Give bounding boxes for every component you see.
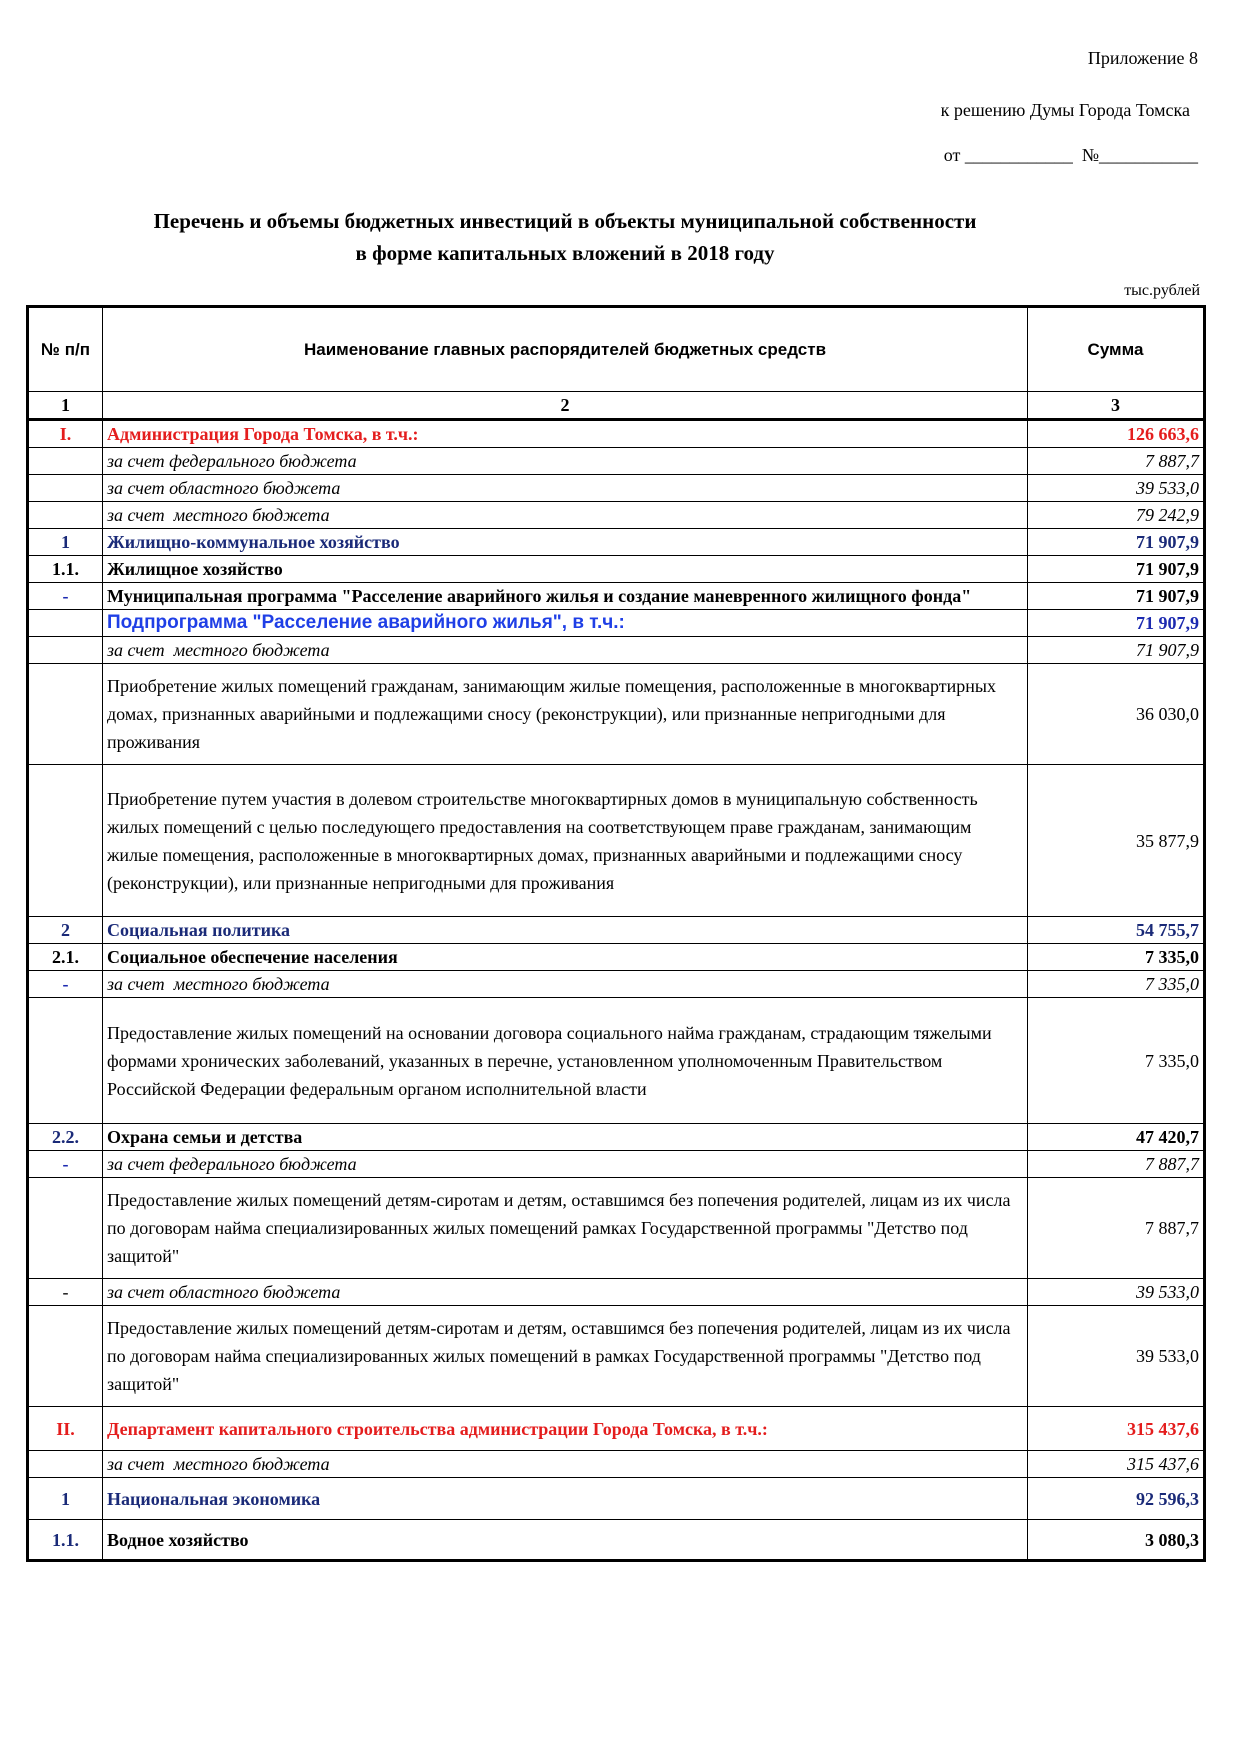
table-row bbox=[29, 583, 1204, 610]
table-row bbox=[29, 765, 1204, 917]
row-name: Социальная политика bbox=[103, 917, 1028, 944]
row-sum: 7 887,7 bbox=[1028, 1151, 1204, 1178]
row-sum: 7 887,7 bbox=[1028, 1178, 1204, 1279]
row-sum: 7 335,0 bbox=[1028, 971, 1204, 998]
row-num: - bbox=[29, 1151, 103, 1178]
table-row bbox=[29, 917, 1204, 944]
row-num: 2.1. bbox=[29, 944, 103, 971]
document-title-line-1: Перечень и объемы бюджетных инвестиций в объекты муниципальной собственности bbox=[153, 209, 977, 233]
investments-table bbox=[28, 307, 1204, 1560]
row-sum: 126 663,6 bbox=[1028, 420, 1204, 448]
decision-label: к решению Думы Города Томска bbox=[940, 100, 1190, 120]
table-row bbox=[29, 1279, 1204, 1306]
row-sum: 54 755,7 bbox=[1028, 917, 1204, 944]
document-title-line-2: в форме капитальных вложений в 2018 году bbox=[355, 241, 775, 265]
row-num bbox=[29, 664, 103, 765]
table-row bbox=[29, 971, 1204, 998]
row-sum: 39 533,0 bbox=[1028, 1306, 1204, 1407]
table-row bbox=[29, 637, 1204, 664]
table-row bbox=[29, 1451, 1204, 1478]
row-name: Жилищно-коммунальное хозяйство bbox=[103, 529, 1028, 556]
row-num: 1.1. bbox=[29, 1520, 103, 1560]
header-num: № п/п bbox=[29, 308, 103, 392]
row-name: за счет местного бюджета bbox=[103, 971, 1028, 998]
row-name: Предоставление жилых помещений детям-сиротам и детям, оставшимся без попечения родителей, лицам из их числа по договорам найма специализированных жилых помещений в рамках Государственной программы "Детство под защитой" bbox=[103, 1306, 1028, 1407]
row-num: II. bbox=[29, 1407, 103, 1451]
row-sum: 36 030,0 bbox=[1028, 664, 1204, 765]
row-num bbox=[29, 475, 103, 502]
row-num: - bbox=[29, 1279, 103, 1306]
row-sum: 79 242,9 bbox=[1028, 502, 1204, 529]
row-name: за счет областного бюджета bbox=[103, 1279, 1028, 1306]
row-sum: 7 887,7 bbox=[1028, 448, 1204, 475]
table-row bbox=[29, 944, 1204, 971]
row-name: Национальная экономика bbox=[103, 1478, 1028, 1520]
table-row bbox=[29, 998, 1204, 1124]
row-name: за счет федерального бюджета bbox=[103, 1151, 1028, 1178]
row-sum: 35 877,9 bbox=[1028, 765, 1204, 917]
row-num bbox=[29, 998, 103, 1124]
row-num bbox=[29, 637, 103, 664]
row-name: Жилищное хозяйство bbox=[103, 556, 1028, 583]
table-row bbox=[29, 475, 1204, 502]
row-num: I. bbox=[29, 420, 103, 448]
row-name: Приобретение путем участия в долевом строительстве многоквартирных домов в муниципальную собственность жилых помещений с целью последующего предоставления на соответствующем праве гражданам, занимающим жилые помещения, расположенные в многоквартирных домах, признанных аварийными и подлежащими сносу (реконструкции), или признанные непригодными для проживания bbox=[103, 765, 1028, 917]
table-row bbox=[29, 610, 1204, 637]
row-num bbox=[29, 502, 103, 529]
row-name: Приобретение жилых помещений гражданам, занимающим жилые помещения, расположенные в многоквартирных домах, признанных аварийными и подлежащими сносу (реконструкции), или признанные непригодными для проживания bbox=[103, 664, 1028, 765]
table-row bbox=[29, 502, 1204, 529]
row-num bbox=[29, 448, 103, 475]
row-num: 1 bbox=[29, 1478, 103, 1520]
table-row bbox=[29, 529, 1204, 556]
row-sum: 71 907,9 bbox=[1028, 556, 1204, 583]
row-sum: 7 335,0 bbox=[1028, 998, 1204, 1124]
row-num bbox=[29, 765, 103, 917]
row-name: за счет местного бюджета bbox=[103, 502, 1028, 529]
row-num bbox=[29, 1306, 103, 1407]
row-num bbox=[29, 1178, 103, 1279]
row-num: 2 bbox=[29, 917, 103, 944]
table-row bbox=[29, 420, 1204, 448]
table-row bbox=[29, 1124, 1204, 1151]
header-name: Наименование главных распорядителей бюджетных средств bbox=[103, 308, 1028, 392]
table-row bbox=[29, 1151, 1204, 1178]
row-sum: 7 335,0 bbox=[1028, 944, 1204, 971]
row-name: Администрация Города Томска, в т.ч.: bbox=[103, 420, 1028, 448]
row-sum: 315 437,6 bbox=[1028, 1407, 1204, 1451]
row-sum: 71 907,9 bbox=[1028, 529, 1204, 556]
row-num bbox=[29, 1451, 103, 1478]
row-name: за счет федерального бюджета bbox=[103, 448, 1028, 475]
row-name: Социальное обеспечение населения bbox=[103, 944, 1028, 971]
col-number-1: 1 bbox=[29, 392, 103, 420]
table-row bbox=[29, 1478, 1204, 1520]
row-num: - bbox=[29, 971, 103, 998]
table-row bbox=[29, 1407, 1204, 1451]
table-row bbox=[29, 1178, 1204, 1279]
table-row bbox=[29, 664, 1204, 765]
row-name: Предоставление жилых помещений на основании договора социального найма гражданам, страдающим тяжелыми формами хронических заболеваний, указанных в перечне, установленном уполномоченным Правительством Российской Федерации федеральным органом исполнительной власти bbox=[103, 998, 1028, 1124]
col-number-3: 3 bbox=[1028, 392, 1204, 420]
row-sum: 47 420,7 bbox=[1028, 1124, 1204, 1151]
row-name: Предоставление жилых помещений детям-сиротам и детям, оставшимся без попечения родителей, лицам из их числа по договорам найма специализированных жилых помещений рамках Государственной программы "Детство под защитой" bbox=[103, 1178, 1028, 1279]
row-sum: 315 437,6 bbox=[1028, 1451, 1204, 1478]
row-sum: 71 907,9 bbox=[1028, 583, 1204, 610]
appendix-label: Приложение 8 bbox=[1087, 48, 1198, 68]
row-num: 1.1. bbox=[29, 556, 103, 583]
row-num: 1 bbox=[29, 529, 103, 556]
table-row bbox=[29, 556, 1204, 583]
row-name: Охрана семьи и детства bbox=[103, 1124, 1028, 1151]
row-sum: 71 907,9 bbox=[1028, 637, 1204, 664]
row-num: - bbox=[29, 583, 103, 610]
row-sum: 71 907,9 bbox=[1028, 610, 1204, 637]
row-name: за счет местного бюджета bbox=[103, 637, 1028, 664]
row-name: Водное хозяйство bbox=[103, 1520, 1028, 1560]
units-label: тыс.рублей bbox=[1124, 282, 1200, 299]
row-num: 2.2. bbox=[29, 1124, 103, 1151]
col-number-2: 2 bbox=[103, 392, 1028, 420]
row-name: Подпрограмма "Расселение аварийного жилья", в т.ч.: bbox=[103, 610, 1028, 637]
table-row bbox=[29, 1306, 1204, 1407]
row-name: Департамент капитального строительства администрации Города Томска, в т.ч.: bbox=[103, 1407, 1028, 1451]
row-sum: 92 596,3 bbox=[1028, 1478, 1204, 1520]
row-num bbox=[29, 610, 103, 637]
row-name: Муниципальная программа "Расселение аварийного жилья и создание маневренного жилищного фонда" bbox=[103, 583, 1028, 610]
row-sum: 3 080,3 bbox=[1028, 1520, 1204, 1560]
row-name: за счет местного бюджета bbox=[103, 1451, 1028, 1478]
row-sum: 39 533,0 bbox=[1028, 1279, 1204, 1306]
header-sum: Сумма bbox=[1028, 308, 1204, 392]
table-row bbox=[29, 1520, 1204, 1560]
row-name: за счет областного бюджета bbox=[103, 475, 1028, 502]
row-sum: 39 533,0 bbox=[1028, 475, 1204, 502]
date-number-line: от ____________ №___________ bbox=[943, 145, 1198, 165]
table-row bbox=[29, 448, 1204, 475]
